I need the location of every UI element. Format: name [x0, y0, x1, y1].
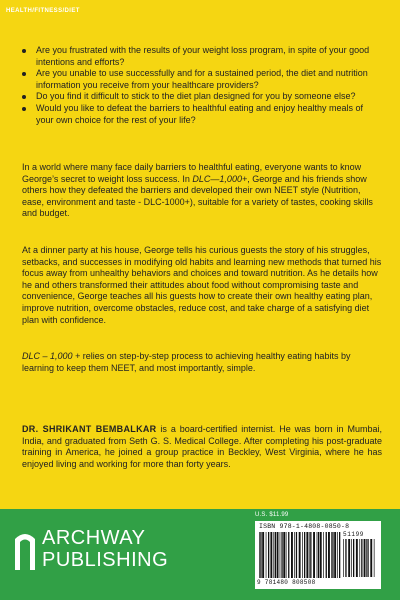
question-list: [22, 45, 382, 126]
ean-number: 9 781480 808508: [257, 579, 316, 586]
bullet-icon: [22, 95, 26, 99]
list-item: [22, 68, 382, 91]
list-item-text: Are you frustrated with the results of your weight loss program, in spite of your good intentions and efforts?: [36, 45, 370, 67]
intro-text-end: , George and his friends show others how they defeated the barriers and developed their own NEET style (Nutrition, ease, environment and taste - DLC-1000+), suitable for a variety of tastes, cooking skills and budget.: [22, 173, 373, 219]
publisher-logo: [42, 527, 168, 571]
archway-logo-icon: [14, 530, 36, 570]
list-item-text: Would you like to defeat the barriers to healthful eating and enjoy healthy meals of your own choice for the rest of your life?: [36, 102, 364, 125]
book-title-italic: DLC—1,000+: [192, 173, 248, 184]
list-item: [22, 91, 382, 103]
bullet-icon: [22, 107, 26, 111]
bullet-icon: [22, 49, 26, 53]
publisher-name-line1: ARCHWAY: [42, 527, 146, 549]
list-item: [22, 45, 382, 68]
ean-barcode-bars: [259, 532, 341, 578]
author-bio: [22, 424, 382, 470]
price-label: U.S. $11.99: [255, 512, 289, 518]
isbn-number: ISBN 978-1-4808-0850-8: [259, 523, 350, 530]
story-paragraph: At a dinner party at his house, George tells his curious guests the story of his struggles, setbacks, and successes in modifying old habits and learning new methods that turned his focus away from unhealthy behaviors and choices and toward nutrition. As he details how he and others transformed their attitudes about food without compromising taste and convenience, George teaches all his guests how to create their own healthy eating plan, improve nutrition, overcome obstacles, reduce cost, and take charge of a satisfying diet plan with confidence.: [22, 245, 382, 325]
category-label: HEALTH/FITNESS/DIET: [6, 8, 80, 14]
list-item-text: Are you unable to use successfully and for a sustained period, the diet and nutrition information you receive from your healthcare providers?: [36, 68, 368, 90]
summary-paragraph: [22, 351, 382, 374]
publisher-name-line2: PUBLISHING: [42, 549, 169, 571]
price-addon-number: 51199: [343, 531, 365, 538]
list-item-text: Do you find it difficult to stick to the diet plan designed for you by someone else?: [36, 91, 356, 102]
barcode: [255, 521, 381, 589]
list-item: [22, 103, 382, 126]
summary-text: relies on step-by-step process to achieving healthy eating habits by learning to keep them NEET, and most importantly, simple.: [22, 351, 351, 373]
book-title-italic: DLC – 1,000 +: [22, 351, 81, 361]
addon-barcode-bars: [343, 539, 377, 577]
intro-text-start: In a world where many face daily barriers to healthful eating, everyone wants to know George’s secret to weight loss success. In: [22, 162, 362, 184]
author-name: DR. SHRIKANT BEMBALKAR: [22, 424, 157, 434]
intro-paragraph: [22, 162, 382, 220]
author-bio-text: is a board-certified internist. He was born in Mumbai, India, and graduated from Seth G. S. Medical College. After completing his post-graduate training in America, he joined a group practice in Beckley, West Virginia, where he has enjoyed living and working for more than forty years.: [22, 424, 382, 469]
bullet-icon: [22, 72, 26, 76]
